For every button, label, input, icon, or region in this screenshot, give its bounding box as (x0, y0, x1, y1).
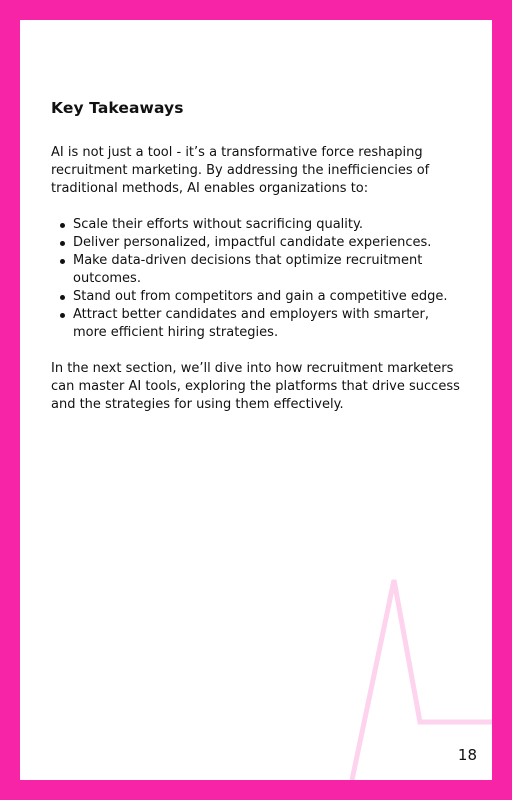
page-content (51, 98, 461, 414)
list-item: Deliver personalized, impactful candidate experiences. (73, 234, 461, 252)
list-item: Stand out from competitors and gain a competitive edge. (73, 288, 461, 306)
document-page (20, 20, 492, 780)
list-item: Attract better candidates and employers with smarter, more efficient hiring strategies. (73, 306, 461, 342)
section-heading: Key Takeaways (51, 99, 184, 117)
closing-paragraph: In the next section, we’ll dive into how recruitment marketers can master AI tools, exploring the platforms that drive success and the strategies for using them effectively. (51, 361, 460, 412)
page-number: 18 (457, 746, 477, 764)
list-item: Scale their efforts without sacrificing quality. (73, 216, 461, 234)
intro-paragraph: AI is not just a tool - it’s a transformative force reshaping recruitment marketing. By addressing the inefficiencies of traditional methods, AI enables organizations to: (51, 145, 430, 196)
takeaways-list (51, 216, 461, 342)
list-item: Make data-driven decisions that optimize recruitment outcomes. (73, 252, 461, 288)
